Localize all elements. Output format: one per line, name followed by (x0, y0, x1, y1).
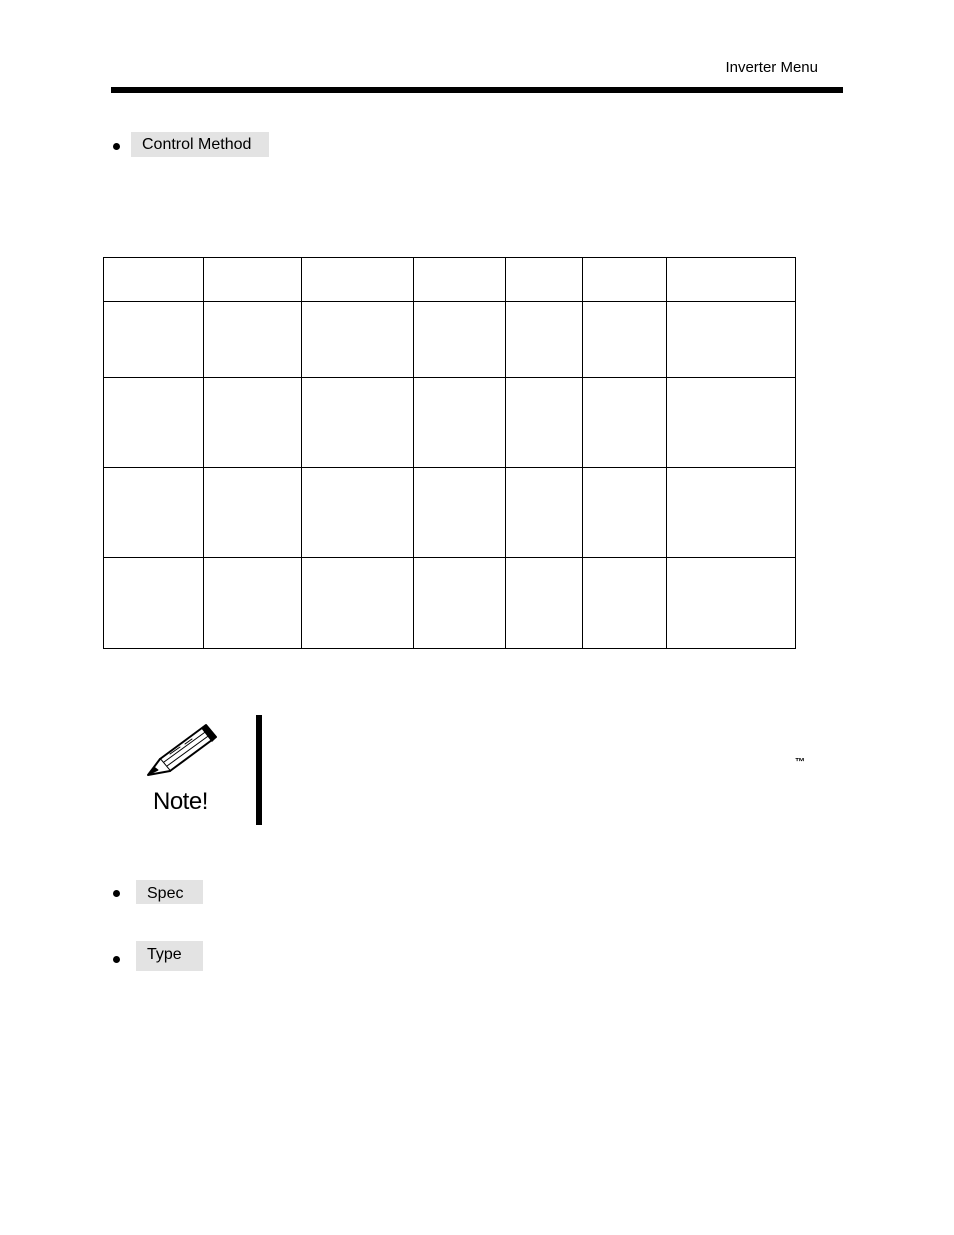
section-label-spec: Spec (136, 880, 203, 904)
table-cell (506, 378, 583, 468)
table-cell (204, 558, 302, 649)
bullet-control-method (113, 143, 120, 150)
table-cell (667, 378, 796, 468)
table-cell (104, 468, 204, 558)
table-cell (667, 558, 796, 649)
table-cell (414, 378, 506, 468)
table-cell (583, 558, 667, 649)
header-title: Inverter Menu (725, 59, 818, 76)
table-cell (104, 558, 204, 649)
table-cell (583, 302, 667, 378)
table-row (104, 468, 796, 558)
table-cell (414, 468, 506, 558)
table-cell (583, 378, 667, 468)
table-row (104, 258, 796, 302)
bullet-type (113, 956, 120, 963)
table-row (104, 558, 796, 649)
table-row (104, 302, 796, 378)
table-cell (506, 558, 583, 649)
table-cell (204, 378, 302, 468)
header-rule (111, 87, 843, 93)
section-label-type: Type (136, 941, 203, 971)
table-row (104, 378, 796, 468)
table-cell (583, 468, 667, 558)
table-cell (506, 468, 583, 558)
table-cell (302, 378, 414, 468)
table-cell (302, 258, 414, 302)
table-cell (414, 302, 506, 378)
bullet-spec (113, 890, 120, 897)
table-cell (667, 468, 796, 558)
table-cell (104, 378, 204, 468)
table-cell (506, 302, 583, 378)
table-cell (302, 302, 414, 378)
table-cell (302, 468, 414, 558)
table-cell (414, 258, 506, 302)
table-cell (506, 258, 583, 302)
table-cell (414, 558, 506, 649)
table-cell (204, 468, 302, 558)
table-cell (667, 258, 796, 302)
note-divider (256, 715, 262, 825)
table-cell (583, 258, 667, 302)
data-table (103, 257, 796, 649)
table-cell (302, 558, 414, 649)
note-label: Note! (153, 788, 208, 815)
table-cell (204, 302, 302, 378)
section-label-control-method: Control Method (131, 132, 269, 157)
table-cell (204, 258, 302, 302)
table-cell (667, 302, 796, 378)
table-cell (104, 258, 204, 302)
table-cell (104, 302, 204, 378)
trademark-symbol: ™ (795, 757, 805, 768)
